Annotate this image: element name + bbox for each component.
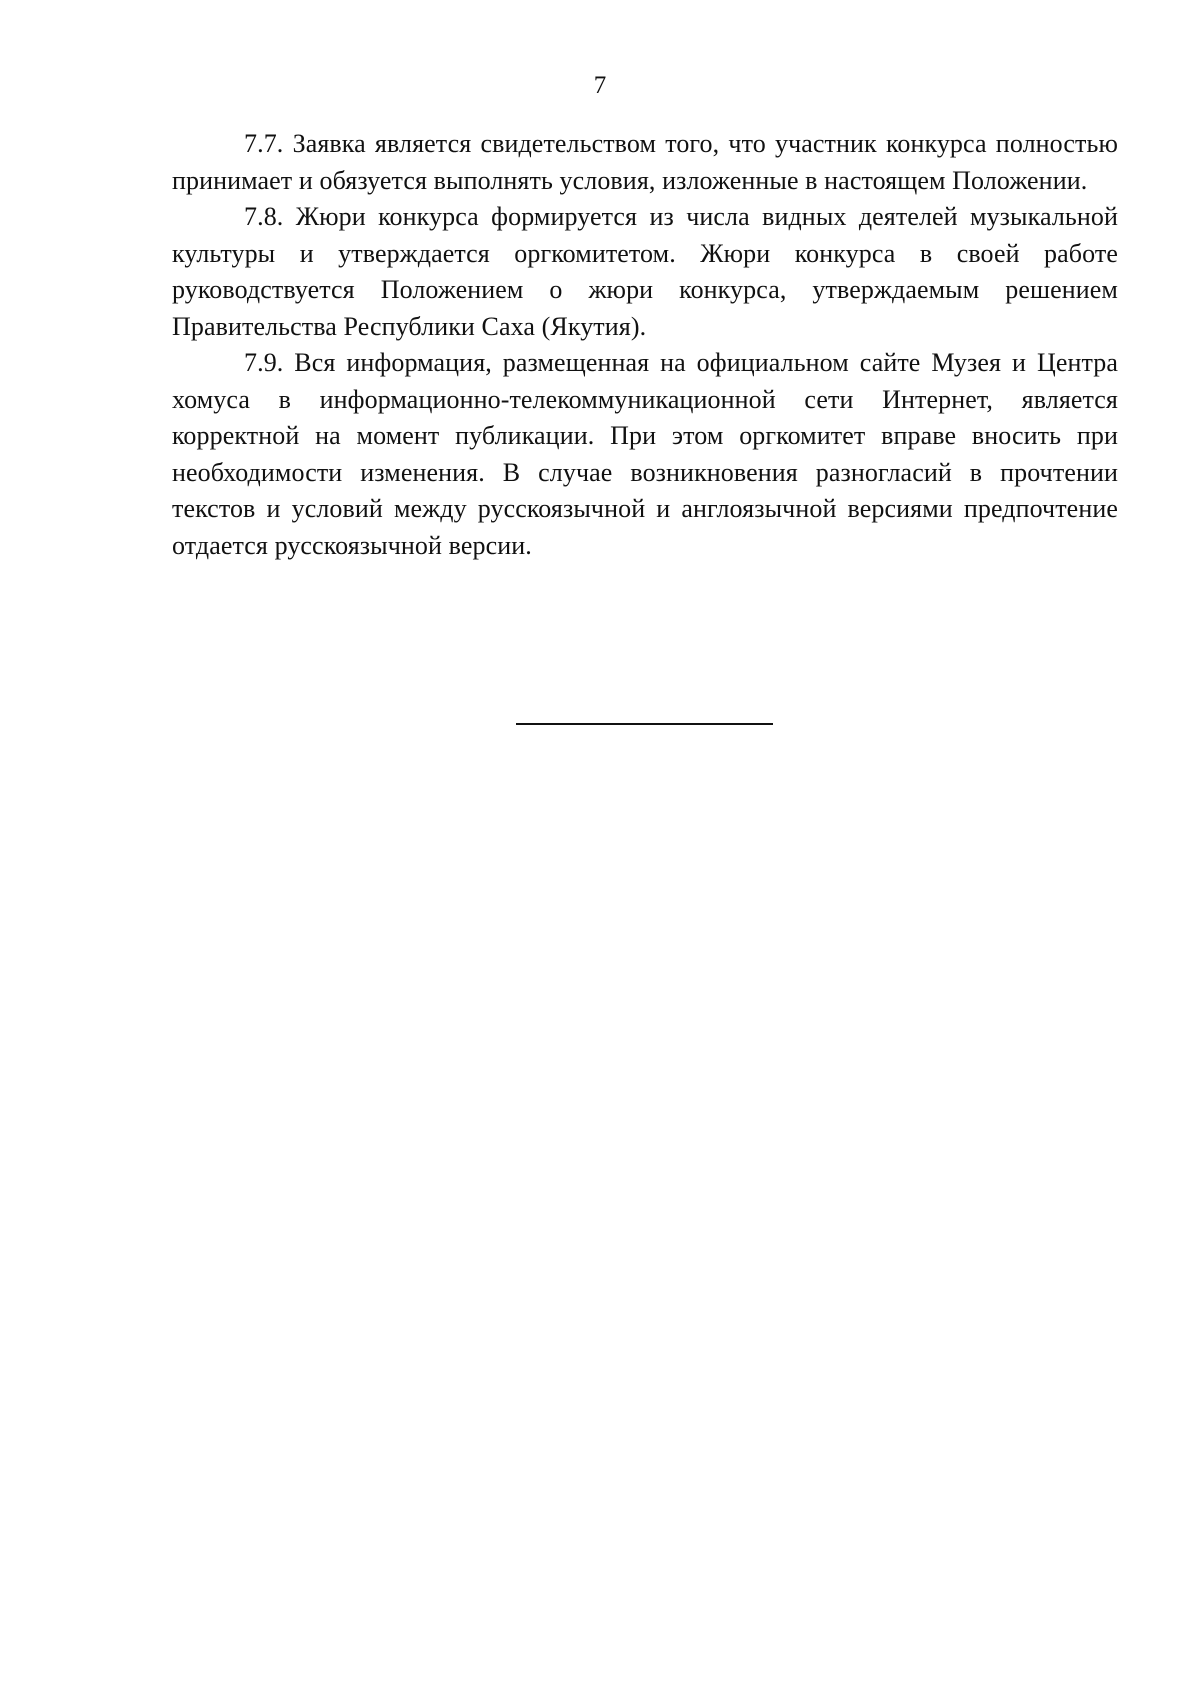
paragraph-7-7: 7.7. Заявка является свидетельством того, что участник конкурса полностью принимает и обязуется выполнять условия, изложенные в настоящем Положении. (172, 129, 1118, 195)
page-number: 7 (593, 72, 607, 99)
document-body (172, 126, 1118, 564)
paragraph-7-9: 7.9. Вся информация, размещенная на официальном сайте Музея и Центра хомуса в информационно-телекоммуникационной сети Интернет, является корректной на момент публикации. При этом оргкомитет вправе вносить при необходимости изменения. В случае возникновения разногласий в прочтении текстов и условий между русскоязычной и англоязычной версиями предпочтение отдается русскоязычной версии. (172, 348, 1118, 560)
end-separator-line (516, 723, 773, 725)
paragraph-7-8: 7.8. Жюри конкурса формируется из числа видных деятелей музыкальной культуры и утверждается оргкомитетом. Жюри конкурса в своей работе руководствуется Положением о жюри конкурса, утверждаемым решением Правительства Республики Саха (Якутия). (172, 202, 1118, 341)
